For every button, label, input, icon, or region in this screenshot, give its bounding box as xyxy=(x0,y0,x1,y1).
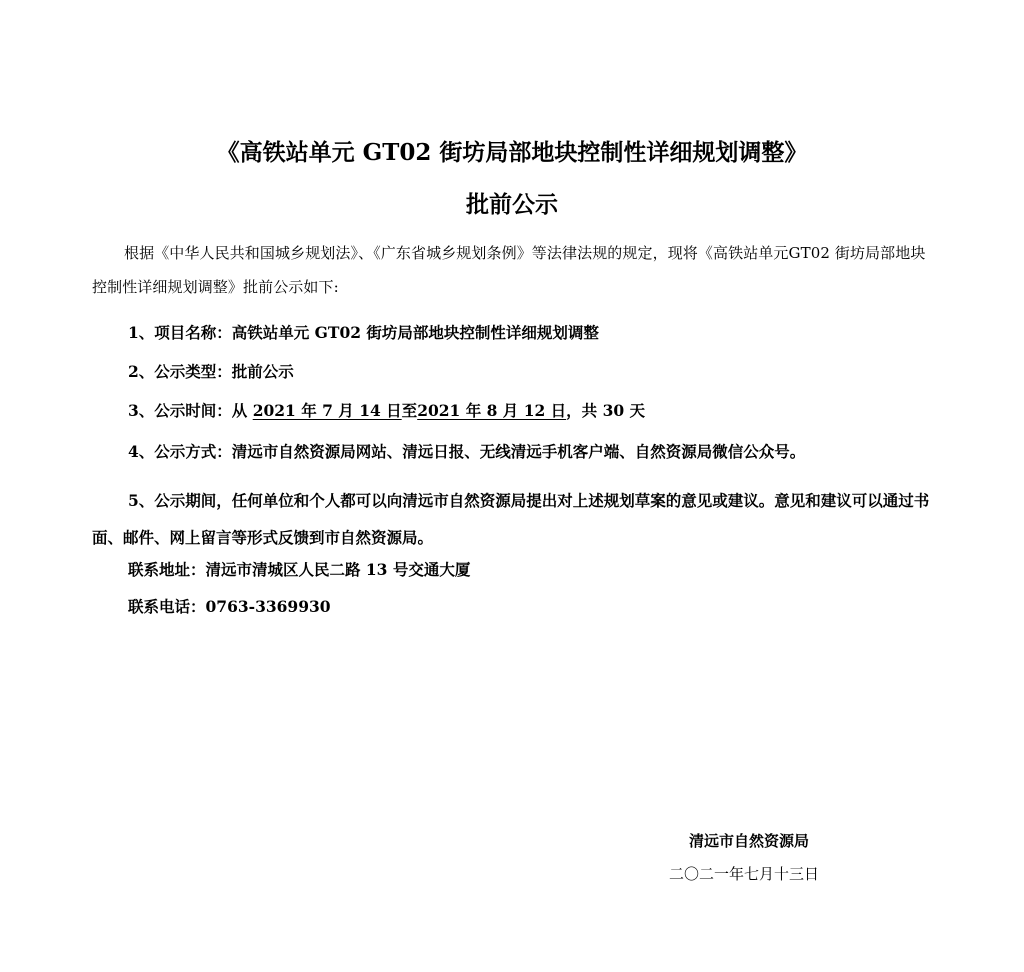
notice-start-date: 2021 年 7 月 14 日 xyxy=(252,401,402,420)
signature-date: 二〇二一年七月十三日 xyxy=(669,865,820,883)
signature-organization: 清远市自然资源局 xyxy=(689,832,810,850)
item-notice-type: 2、公示类型：批前公示 xyxy=(128,362,294,381)
contact-phone: 联系电话：0763-3369930 xyxy=(128,597,331,616)
notice-time-middle: 至 xyxy=(401,401,418,420)
item-notice-method: 4、公示方式：清远市自然资源局网站、清远日报、无线清远手机客户端、自然资源局微信公众号。 xyxy=(128,442,806,461)
intro-paragraph: 根据《中华人民共和国城乡规划法》、《广东省城乡规划条例》等法律法规的规定，现将《高铁站单元GT02 街坊局部地块控制性详细规划调整》批前公示如下: xyxy=(92,244,926,296)
item-project-name: 1、项目名称：高铁站单元 GT02 街坊局部地块控制性详细规划调整 xyxy=(128,323,599,342)
notice-time-suffix: ，共 30 天 xyxy=(566,401,646,420)
notice-end-date: 2021 年 8 月 12 日 xyxy=(417,401,567,420)
item-feedback: 5、公示期间，任何单位和个人都可以向清远市自然资源局提出对上述规划草案的意见或建议。意见和建议可以通过书面、邮件、网上留言等形式反馈到市自然资源局。 xyxy=(92,491,930,547)
contact-address: 联系地址：清远市清城区人民二路 13 号交通大厦 xyxy=(128,560,471,579)
document-title: 《高铁站单元 GT02 街坊局部地块控制性详细规划调整》 xyxy=(216,139,808,166)
item-notice-time xyxy=(128,398,948,424)
document-subtitle: 批前公示 xyxy=(466,191,558,218)
notice-time-prefix: 3、公示时间：从 xyxy=(128,401,253,420)
